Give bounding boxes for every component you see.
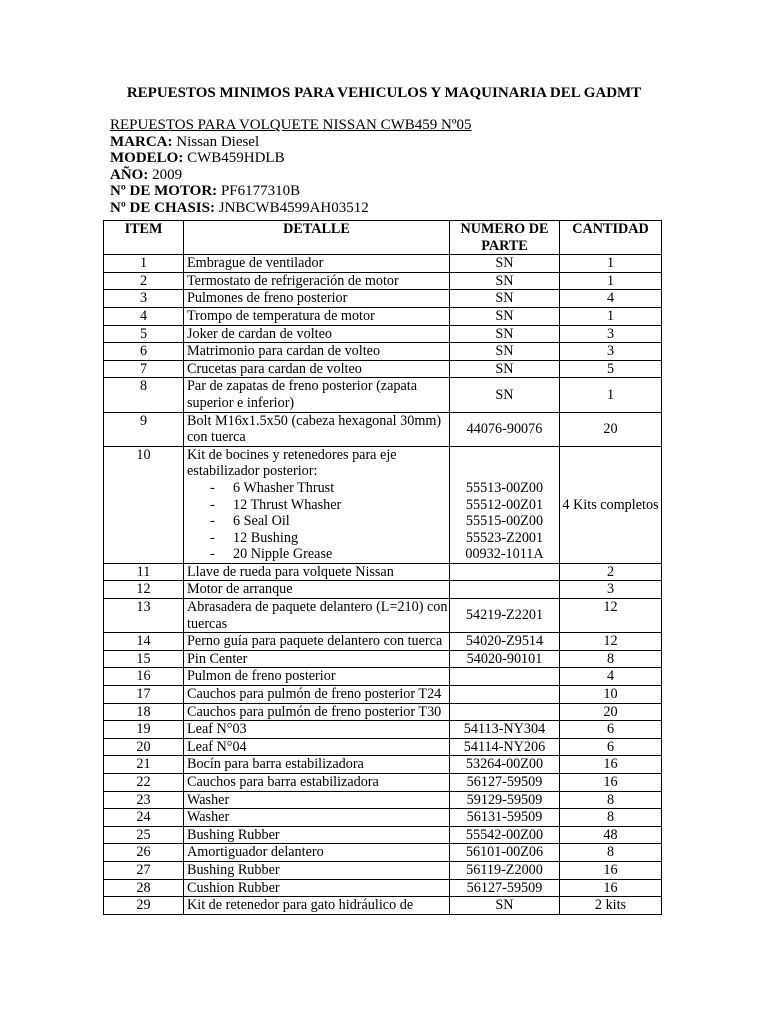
table-row (104, 774, 662, 792)
sub-item-text: 6 Seal Oil (233, 513, 290, 530)
cell-item: 1 (104, 255, 184, 273)
cell-detalle: Pin Center (184, 650, 450, 668)
cell-numero-parte: 54020-90101 (450, 650, 560, 668)
document-subtitle: REPUESTOS PARA VOLQUETE NISSAN CWB459 Nº05 (110, 117, 472, 133)
cell-numero-parte: 59129-59509 (450, 791, 560, 809)
cell-cantidad: 4 (560, 668, 662, 686)
cell-cantidad: 3 (560, 581, 662, 599)
cell-detalle: Cauchos para barra estabilizadora (184, 774, 450, 792)
cell-numero-parte (450, 686, 560, 704)
cell-item: 10 (104, 446, 184, 563)
page-title: REPUESTOS MINIMOS PARA VEHICULOS Y MAQUINARIA DEL GADMT (126, 85, 642, 101)
field-value: CWB459HDLB (187, 150, 285, 166)
cell-numero-parte: SN (450, 343, 560, 361)
cell-cantidad: 8 (560, 650, 662, 668)
sub-item (187, 546, 449, 563)
table-row (104, 633, 662, 651)
sub-item-text: 6 Whasher Thrust (233, 479, 335, 496)
table-row (104, 686, 662, 704)
cell-item: 23 (104, 791, 184, 809)
cell-numero-parte: 55542-00Z00 (450, 826, 560, 844)
cell-item: 26 (104, 844, 184, 862)
cell-detalle: Joker de cardan de volteo (184, 325, 450, 343)
sub-item (187, 513, 449, 530)
cell-cantidad: 1 (560, 307, 662, 325)
cell-detalle: Bocín para barra estabilizadora (184, 756, 450, 774)
cell-cantidad: 12 (560, 633, 662, 651)
cell-item: 8 (104, 378, 184, 412)
table-row (104, 844, 662, 862)
cell-cantidad: 8 (560, 809, 662, 827)
cell-item: 21 (104, 756, 184, 774)
cell-cantidad: 4 Kits completos (560, 446, 662, 563)
field-label: Nº DE MOTOR: (110, 183, 218, 199)
table-row (104, 343, 662, 361)
table-row (104, 738, 662, 756)
sub-item-dash: - (210, 479, 215, 496)
cell-cantidad: 12 (560, 599, 662, 633)
cell-detalle: Kit de retenedor para gato hidráulico de (184, 897, 450, 915)
cell-item: 11 (104, 563, 184, 581)
table-row (104, 446, 662, 563)
cell-detalle: Pulmones de freno posterior (184, 290, 450, 308)
cell-cantidad: 6 (560, 738, 662, 756)
table-row (104, 756, 662, 774)
cell-cantidad: 16 (560, 756, 662, 774)
table-row (104, 581, 662, 599)
cell-detalle: Bushing Rubber (184, 826, 450, 844)
cell-detalle: Cauchos para pulmón de freno posterior T24 (184, 686, 450, 704)
cell-cantidad: 1 (560, 378, 662, 412)
cell-numero-parte: SN (450, 360, 560, 378)
cell-detalle: Bushing Rubber (184, 861, 450, 879)
cell-detalle: Washer (184, 809, 450, 827)
cell-detalle: Trompo de temperatura de motor (184, 307, 450, 325)
field-value: JNBCWB4599AH03512 (218, 199, 369, 216)
cell-item: 3 (104, 290, 184, 308)
cell-item: 29 (104, 897, 184, 915)
cell-numero-parte (450, 581, 560, 599)
cell-cantidad: 3 (560, 325, 662, 343)
cell-item: 24 (104, 809, 184, 827)
cell-detalle: Cushion Rubber (184, 879, 450, 897)
cell-detalle: Perno guía para paquete delantero con tuerca (184, 633, 450, 651)
sub-item-part: 55513-00Z00 (465, 479, 544, 496)
sub-item-text: 12 Thrust Whasher (233, 496, 342, 513)
cell-detalle: Washer (184, 791, 450, 809)
cell-item: 6 (104, 343, 184, 361)
cell-item: 25 (104, 826, 184, 844)
cell-detalle: Matrimonio para cardan de volteo (184, 343, 450, 361)
cell-cantidad: 20 (560, 412, 662, 446)
cell-detalle: Termostato de refrigeración de motor (184, 272, 450, 290)
cell-cantidad: 1 (560, 255, 662, 273)
cell-item: 27 (104, 861, 184, 879)
cell-item: 20 (104, 738, 184, 756)
sub-item-part: 55515-00Z00 (465, 513, 544, 530)
sub-item-part: 00932-1011A (465, 546, 544, 563)
cell-item: 4 (104, 307, 184, 325)
cell-cantidad: 20 (560, 703, 662, 721)
cell-detalle: Amortiguador delantero (184, 844, 450, 862)
cell-item: 7 (104, 360, 184, 378)
cell-item: 13 (104, 599, 184, 633)
cell-item: 22 (104, 774, 184, 792)
sub-item-dash: - (210, 529, 215, 546)
sub-item-text: 20 Nipple Grease (233, 546, 333, 563)
field-value: PF6177310B (220, 183, 301, 199)
header-item: ITEM (104, 221, 184, 255)
cell-cantidad: 1 (560, 272, 662, 290)
cell-item: 19 (104, 721, 184, 739)
cell-numero-parte: 56127-59509 (450, 774, 560, 792)
cell-cantidad: 6 (560, 721, 662, 739)
cell-item: 15 (104, 650, 184, 668)
header-numero-parte: NUMERO DE PARTE (450, 221, 560, 255)
cell-numero-parte: 54114-NY206 (450, 738, 560, 756)
cell-cantidad: 48 (560, 826, 662, 844)
header-detalle: DETALLE (184, 221, 450, 255)
cell-cantidad: 10 (560, 686, 662, 704)
field-value: Nissan Diesel (176, 133, 260, 150)
field-label: MARCA: (110, 133, 173, 150)
table-row (104, 879, 662, 897)
table-row (104, 412, 662, 446)
cell-numero-parte: 54020-Z9514 (450, 633, 560, 651)
cell-cantidad: 2 (560, 563, 662, 581)
cell-cantidad: 16 (560, 879, 662, 897)
table-row (104, 668, 662, 686)
cell-item: 16 (104, 668, 184, 686)
cell-numero-parte: 54113-NY304 (450, 721, 560, 739)
cell-numero-parte: SN (450, 378, 560, 412)
table-body (104, 255, 662, 915)
cell-item: 28 (104, 879, 184, 897)
parts-table (103, 220, 662, 915)
cell-detalle: Pulmon de freno posterior (184, 668, 450, 686)
cell-numero-parte: 53264-00Z00 (450, 756, 560, 774)
detalle-text: Kit de bocines y retenedores para eje estabilizador posterior: (187, 446, 397, 480)
table-row (104, 721, 662, 739)
sub-item-dash: - (210, 513, 215, 530)
sub-item (187, 530, 449, 547)
cell-detalle (184, 446, 450, 563)
cell-numero-parte: SN (450, 272, 560, 290)
table-row (104, 861, 662, 879)
cell-item: 9 (104, 412, 184, 446)
cell-detalle: Embrague de ventilador (184, 255, 450, 273)
field-value: 2009 (152, 166, 183, 183)
cell-detalle: Crucetas para cardan de volteo (184, 360, 450, 378)
cell-detalle: Cauchos para pulmón de freno posterior T30 (184, 703, 450, 721)
table-row (104, 307, 662, 325)
field-label: MODELO: (110, 150, 184, 166)
header-cantidad: CANTIDAD (560, 221, 662, 255)
cell-detalle: Motor de arranque (184, 581, 450, 599)
cell-detalle: Abrasadera de paquete delantero (L=210) con tuercas (184, 599, 450, 633)
cell-detalle: Leaf N°04 (184, 738, 450, 756)
cell-numero-parte: SN (450, 290, 560, 308)
table-row (104, 325, 662, 343)
field-chasis (110, 200, 472, 217)
field-label: Nº DE CHASIS: (110, 199, 215, 216)
table-row (104, 897, 662, 915)
cell-item: 5 (104, 325, 184, 343)
field-anio (110, 167, 472, 184)
cell-cantidad: 3 (560, 343, 662, 361)
cell-item: 14 (104, 633, 184, 651)
table-row (104, 791, 662, 809)
cell-numero-parte: 56127-59509 (450, 879, 560, 897)
cell-numero-parte (450, 563, 560, 581)
cell-numero-parte: 56119-Z2000 (450, 861, 560, 879)
field-motor (110, 183, 472, 200)
field-label: AÑO: (110, 166, 149, 183)
cell-numero-parte: 44076-90076 (450, 412, 560, 446)
vehicle-info (110, 117, 472, 216)
sub-item (187, 497, 449, 514)
table-row (104, 290, 662, 308)
sub-item (187, 480, 449, 497)
cell-numero-parte: 54219-Z2201 (450, 599, 560, 633)
sub-item-dash: - (210, 496, 215, 513)
sub-item-dash: - (210, 546, 215, 563)
table-row (104, 563, 662, 581)
cell-item: 17 (104, 686, 184, 704)
cell-numero-parte: 56131-59509 (450, 809, 560, 827)
table-row (104, 599, 662, 633)
table-row (104, 360, 662, 378)
table-row (104, 255, 662, 273)
cell-detalle: Llave de rueda para volquete Nissan (184, 563, 450, 581)
table-header-row (104, 221, 662, 255)
cell-detalle: Bolt M16x1.5x50 (cabeza hexagonal 30mm) con tuerca (184, 412, 450, 446)
cell-cantidad: 5 (560, 360, 662, 378)
cell-cantidad: 16 (560, 774, 662, 792)
cell-detalle: Par de zapatas de freno posterior (zapata superior e inferior) (184, 378, 450, 412)
table-row (104, 650, 662, 668)
cell-item: 2 (104, 272, 184, 290)
field-modelo (110, 150, 472, 167)
cell-cantidad: 4 (560, 290, 662, 308)
sub-item-text: 12 Bushing (233, 529, 299, 546)
cell-numero-parte: SN (450, 897, 560, 915)
cell-detalle: Leaf N°03 (184, 721, 450, 739)
table-row (104, 809, 662, 827)
table-row (104, 826, 662, 844)
table-row (104, 272, 662, 290)
sub-item-part: 55512-00Z01 (465, 496, 544, 513)
cell-numero-parte (450, 703, 560, 721)
cell-numero-parte: SN (450, 307, 560, 325)
cell-item: 12 (104, 581, 184, 599)
cell-cantidad: 8 (560, 791, 662, 809)
cell-cantidad: 16 (560, 861, 662, 879)
cell-cantidad: 2 kits (560, 897, 662, 915)
table-row (104, 703, 662, 721)
cell-numero-parte (450, 446, 560, 563)
cell-numero-parte: 56101-00Z06 (450, 844, 560, 862)
cell-cantidad: 8 (560, 844, 662, 862)
cell-numero-parte: SN (450, 325, 560, 343)
cell-numero-parte: SN (450, 255, 560, 273)
field-marca (110, 134, 472, 151)
cell-numero-parte (450, 668, 560, 686)
sub-item-part: 55523-Z2001 (465, 529, 544, 546)
table-row (104, 378, 662, 412)
cell-item: 18 (104, 703, 184, 721)
